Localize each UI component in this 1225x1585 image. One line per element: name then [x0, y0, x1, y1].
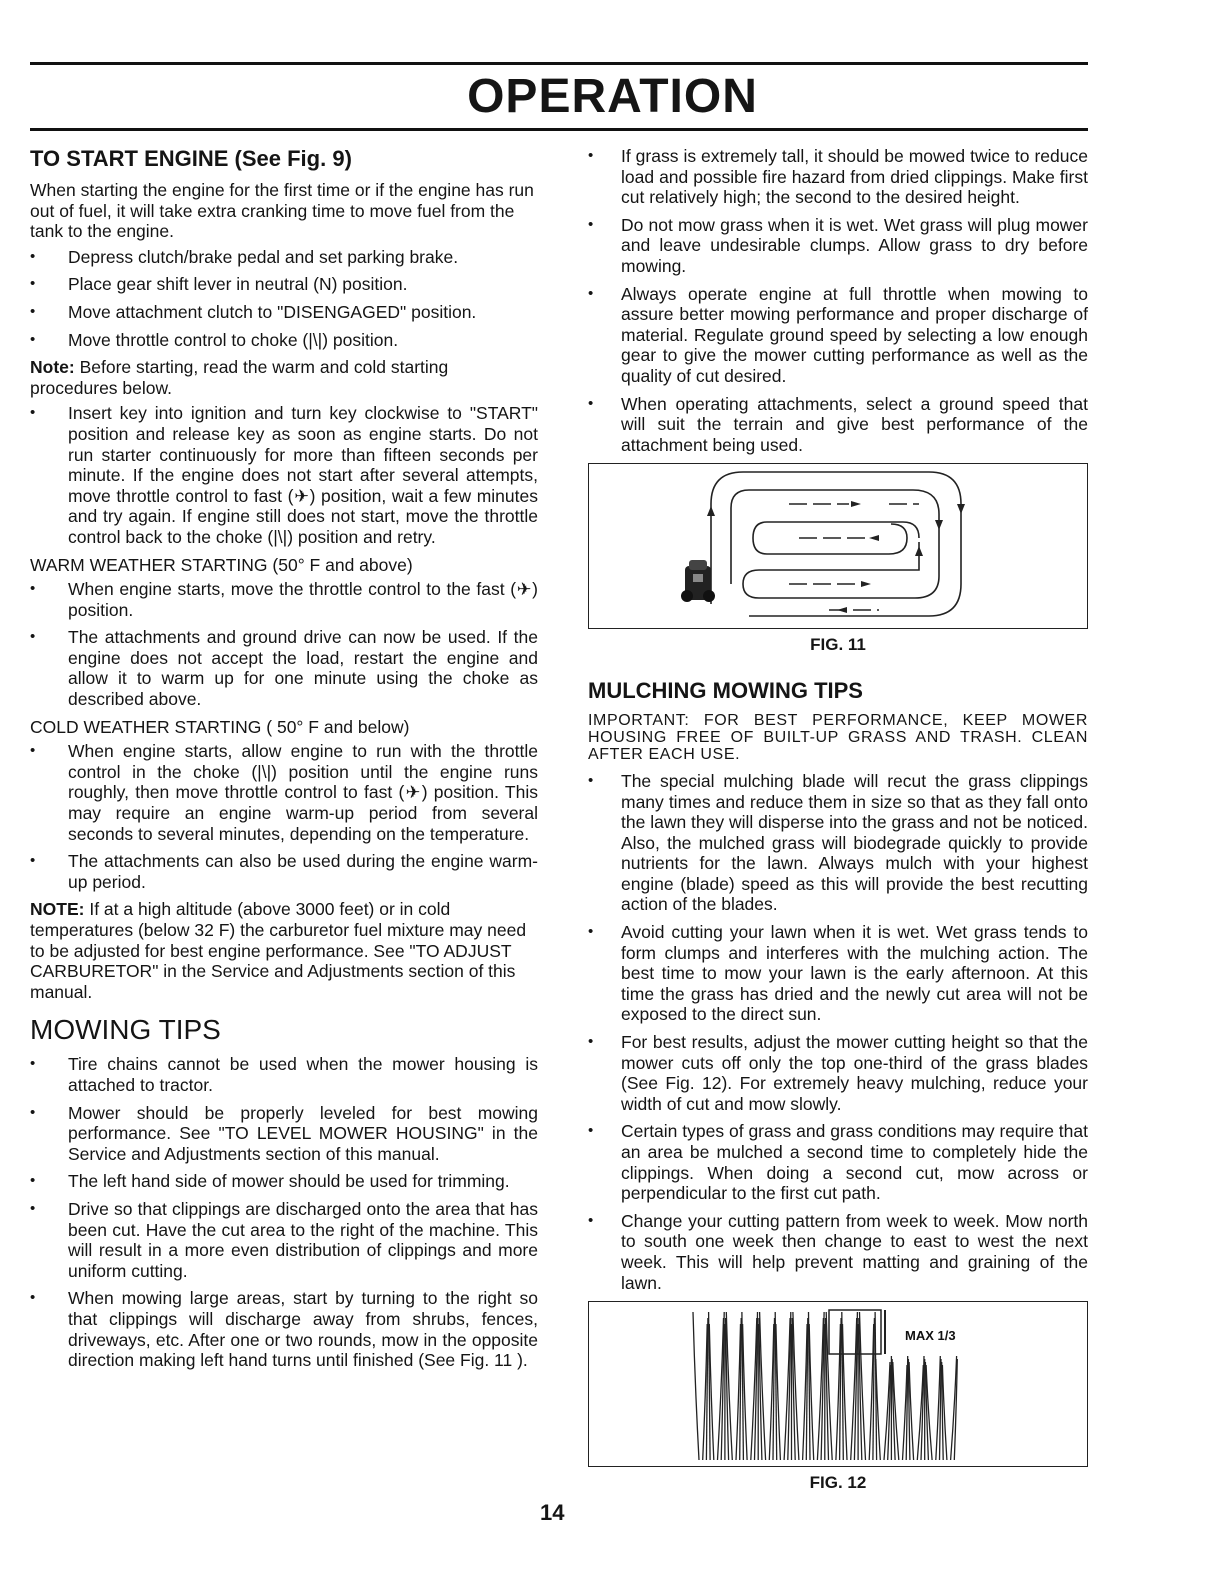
grass-height-illustration [589, 1302, 1087, 1466]
warm-weather-list [30, 579, 538, 710]
fig12-caption: FIG. 12 [809, 1473, 867, 1493]
note-text: If at a high altitude (above 3000 feet) or in cold temperatures (below 32 F) the carburetor fuel mixture may need to be adjusted for best engine performance. See "TO ADJUST CARBURETOR" in the Service and Adjustments section of this manual. [30, 899, 527, 1002]
grass-blade [693, 1312, 699, 1460]
right-column [588, 146, 1088, 1498]
list-item: • Mower should be properly leveled for best mowing performance. See "TO LEVEL MOWER HOUSING" in the Service and Adjustments section of this manual. [30, 1103, 538, 1165]
list-item: • The attachments can also be used during the engine warm-up period. [30, 851, 538, 892]
cold-weather-heading: COLD WEATHER STARTING ( 50° F and below) [30, 716, 410, 737]
list-item: • When engine starts, allow engine to run with the throttle control in the choke (|\|) position until the engine runs roughly, then move throttle control to fast (✈) position. This may require an engine warm-up period from several seconds to several minutes, depending on the temperature. [30, 741, 538, 844]
list-item: • Certain types of grass and grass conditions may require that an area be mulched a second time to completely hide the clippings. When doing a second cut, mow across or perpendicular to the first cut path. [588, 1121, 1088, 1203]
list-item: • The left hand side of mower should be used for trimming. [30, 1171, 538, 1192]
list-item: • Move throttle control to choke (|\|) position. [30, 330, 538, 351]
ignition-list [30, 403, 538, 547]
start-engine-intro: When starting the engine for the first time or if the engine has run out of fuel, it will take extra cranking time to move fuel from the tank to the engine. [30, 180, 534, 242]
title-rule [30, 128, 1088, 131]
tractor-icon [681, 560, 715, 602]
list-item: • The special mulching blade will recut the grass clippings many times and reduce them in size so that as they fall onto the lawn they will disperse into the grass and not be noticed. Also, the mulched grass will biodegrade quickly to provide nutrients for the lawn. Always mulch with your highest engine (blade) speed as this will provide the best recutting action of the blades. [588, 771, 1088, 915]
cold-weather-list [30, 741, 538, 892]
mulching-important: IMPORTANT: FOR BEST PERFORMANCE, KEEP MOWER HOUSING FREE OF BUILT-UP GRASS AND TRASH. CLEAN AFTER EACH USE. [588, 711, 1088, 763]
start-steps-list [30, 247, 538, 350]
list-item: • Depress clutch/brake pedal and set parking brake. [30, 247, 538, 268]
start-engine-heading: TO START ENGINE (See Fig. 9) [30, 146, 352, 171]
list-item: • The attachments and ground drive can now be used. If the engine does not accept the load, restart the engine and allow it to warm up for one minute using the choke as described above. [30, 627, 538, 709]
page-number: 14 [540, 1500, 565, 1525]
start-note [30, 357, 538, 398]
list-item: • Change your cutting pattern from week to week. Mow north to south one week then change to east to west the next week. This will help prevent matting and graining of the lawn. [588, 1211, 1088, 1293]
list-item: • Move attachment clutch to "DISENGAGED" position. [30, 302, 538, 323]
mulching-heading: MULCHING MOWING TIPS [588, 677, 863, 703]
mowing-tips-heading: MOWING TIPS [30, 1014, 221, 1046]
top-rule [30, 62, 1088, 65]
list-item: • Drive so that clippings are discharged onto the area that has been cut. Have the cut area to the right of the machine. This will result in a more even distribution of clippings and more uniform cutting. [30, 1199, 538, 1281]
fig12-box [588, 1301, 1088, 1467]
list-item: • Avoid cutting your lawn when it is wet. Wet grass tends to form clumps and interferes with the mulching action. The best time to mow your lawn is the early afternoon. At this time the grass has dried and the newly cut area will not be exposed to the direct sun. [588, 922, 1088, 1025]
list-item: • Do not mow grass when it is wet. Wet grass will plug mower and leave undesirable clumps. Allow grass to dry before mowing. [588, 215, 1088, 277]
list-item: • When engine starts, move the throttle control to the fast (✈) position. [30, 579, 538, 620]
note-text: Before starting, read the warm and cold starting procedures below. [30, 357, 449, 398]
altitude-note [30, 899, 538, 1002]
list-item: • For best results, adjust the mower cutting height so that the mower cuts off only the top one-third of the grass blades (See Fig. 12). For extremely heavy mulching, reduce your width of cut and mow slowly. [588, 1032, 1088, 1114]
page-title: OPERATION [467, 70, 758, 123]
mulching-list [588, 771, 1088, 1293]
fig11-box [588, 463, 1088, 629]
mowing-tips-list [30, 1054, 538, 1370]
mowing-pattern-diagram [589, 464, 1087, 628]
note-label: NOTE: [30, 899, 85, 920]
fig11-caption: FIG. 11 [810, 635, 866, 655]
note-label: Note: [30, 357, 75, 378]
left-column [30, 146, 538, 1378]
list-item: • Always operate engine at full throttle when mowing to assure better mowing performance and proper discharge of material. Regulate ground speed by selecting a low enough gear to give the mower cutting performance as well as the quality of cut desired. [588, 284, 1088, 387]
list-item: • Tire chains cannot be used when the mower housing is attached to tractor. [30, 1054, 538, 1095]
list-item: • When operating attachments, select a ground speed that will suit the terrain and give best performance of the attachment being used. [588, 394, 1088, 456]
warm-weather-heading: WARM WEATHER STARTING (50° F and above) [30, 554, 413, 575]
list-item: • When mowing large areas, start by turning to the right so that clippings will discharge away from shrubs, fences, driveways, etc. After one or two rounds, mow in the opposite direction making left hand turns until finished (See Fig. 11 ). [30, 1288, 538, 1370]
list-item: • If grass is extremely tall, it should be mowed twice to reduce load and possible fire hazard from dried clippings. Make first cut relatively high; the second to the desired height. [588, 146, 1088, 208]
list-item: • Place gear shift lever in neutral (N) position. [30, 274, 538, 295]
mowing-tips-continued-list [588, 146, 1088, 455]
max-third-label: MAX 1/3 [905, 1328, 956, 1344]
list-item: • Insert key into ignition and turn key clockwise to "START" position and release key as soon as engine starts. Do not run starter continuously for more than fifteen seconds per minute. If the engine does not start after several attempts, move throttle control to fast (✈) position, wait a few minutes and try again. If engine still does not start, move the throttle control back to the choke (|\|) position and retry. [30, 403, 538, 547]
